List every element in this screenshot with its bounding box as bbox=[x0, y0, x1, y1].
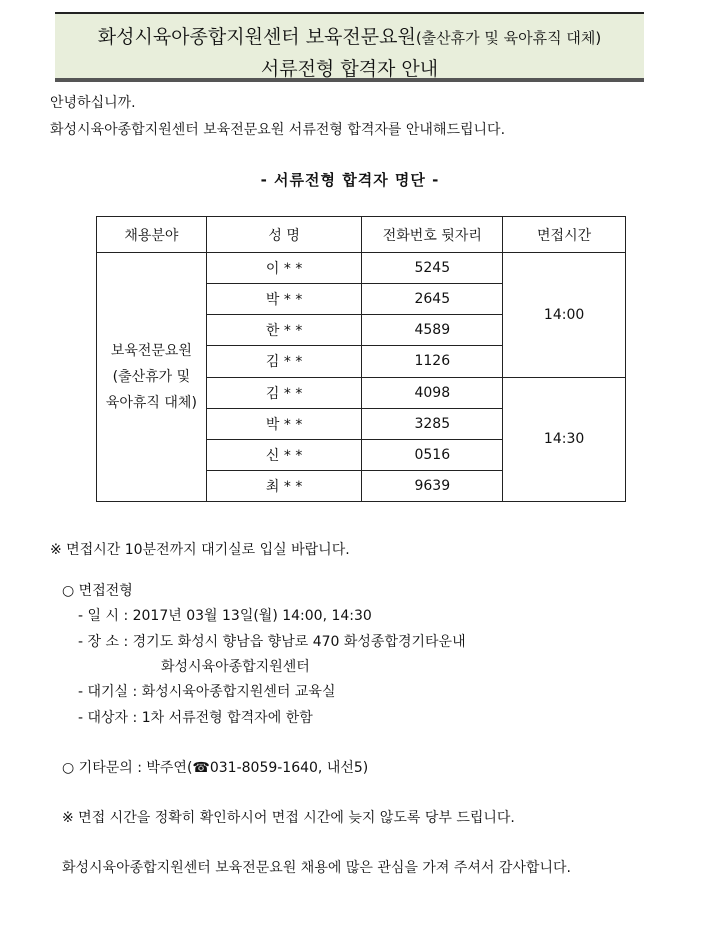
field-cell bbox=[97, 253, 207, 502]
interview-place: - 장 소 : 경기도 화성시 향남읍 향남로 470 화성종합경기타운내 bbox=[78, 634, 466, 650]
page-subtitle: 서류전형 합격자 안내 bbox=[260, 58, 439, 80]
name-cell: 박 * * bbox=[206, 284, 362, 315]
title-main: 화성시육아종합지원센터 보육전문요원 bbox=[97, 26, 416, 48]
table-header-row bbox=[97, 217, 626, 253]
table-row bbox=[97, 253, 626, 284]
phone-cell: 1126 bbox=[362, 346, 503, 377]
phone-cell: 5245 bbox=[362, 253, 503, 284]
interview-date: - 일 시 : 2017년 03월 13일(월) 14:00, 14:30 bbox=[78, 608, 372, 624]
contact-info: ○ 기타문의 : 박주연(☎031-8059-1640, 내선5) bbox=[62, 760, 369, 776]
title-paren: (출산휴가 및 육아휴직 대체) bbox=[415, 29, 602, 47]
phone-cell: 4589 bbox=[362, 315, 503, 346]
interview-heading: ○ 면접전형 bbox=[62, 583, 133, 599]
name-cell: 김 * * bbox=[206, 346, 362, 377]
header-time: 면접시간 bbox=[503, 217, 626, 253]
name-cell: 이 * * bbox=[206, 253, 362, 284]
greeting: 안녕하십니까. bbox=[50, 95, 136, 111]
name-cell: 신 * * bbox=[206, 439, 362, 470]
time-cell: 14:30 bbox=[503, 377, 626, 502]
interview-waiting-room: - 대기실 : 화성시육아종합지원센터 교육실 bbox=[78, 684, 336, 700]
phone-cell: 9639 bbox=[362, 470, 503, 501]
name-cell: 한 * * bbox=[206, 315, 362, 346]
phone-cell: 2645 bbox=[362, 284, 503, 315]
intro-message: 화성시육아종합지원센터 보육전문요원 서류전형 합격자를 안내해드립니다. bbox=[50, 122, 506, 138]
phone-cell: 4098 bbox=[362, 377, 503, 408]
waiting-note: ※ 면접시간 10분전까지 대기실로 입실 바랍니다. bbox=[50, 542, 350, 558]
name-cell: 김 * * bbox=[206, 377, 362, 408]
field-line: (출산휴가 및 bbox=[112, 369, 191, 385]
time-cell: 14:00 bbox=[503, 253, 626, 378]
field-line: 보육전문요원 bbox=[110, 343, 192, 359]
roster-heading: - 서류전형 합격자 명단 - bbox=[260, 171, 440, 189]
name-cell: 최 * * bbox=[206, 470, 362, 501]
roster-table bbox=[96, 216, 626, 502]
header-field: 채용분야 bbox=[97, 217, 207, 253]
phone-cell: 0516 bbox=[362, 439, 503, 470]
closing-message: 화성시육아종합지원센터 보육전문요원 채용에 많은 관심을 가져 주셔서 감사합니다. bbox=[62, 860, 571, 876]
interview-target: - 대상자 : 1차 서류전형 합격자에 한함 bbox=[78, 710, 313, 726]
page-title bbox=[55, 22, 644, 49]
time-note: ※ 면접 시간을 정확히 확인하시어 면접 시간에 늦지 않도록 당부 드립니다. bbox=[62, 810, 515, 826]
phone-cell: 3285 bbox=[362, 408, 503, 439]
header-phone: 전화번호 뒷자리 bbox=[362, 217, 503, 253]
name-cell: 박 * * bbox=[206, 408, 362, 439]
interview-place-detail: 화성시육아종합지원센터 bbox=[161, 659, 310, 675]
title-box bbox=[55, 12, 644, 82]
header-name: 성 명 bbox=[206, 217, 362, 253]
field-line: 육아휴직 대체) bbox=[105, 395, 197, 411]
